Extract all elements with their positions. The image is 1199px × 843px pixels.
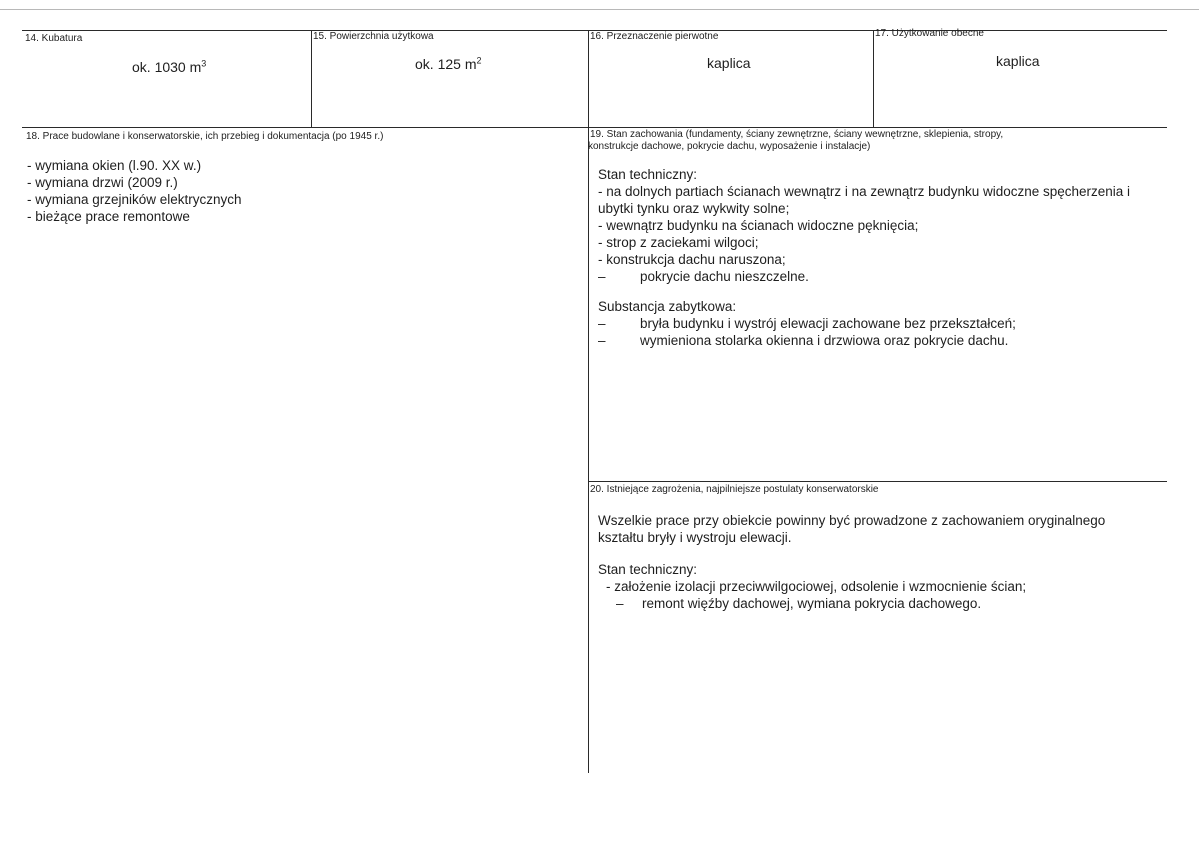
prace-list — [27, 157, 242, 225]
top-faint-rule — [0, 9, 1199, 10]
zagrozenia-paragraph — [598, 512, 1105, 546]
zagrozenia-para-line: Wszelkie prace przy obiekcie powinny być prowadzone z zachowaniem oryginalnego — [598, 513, 1106, 528]
stan-tech-heading: Stan techniczny: — [598, 167, 698, 182]
zagrozenia-para-line: kształtu bryły i wystroju elewacji. — [598, 530, 792, 545]
stan-tech-line: ubytki tynku oraz wykwity solne; — [598, 201, 790, 216]
uzytkowanie-value: kaplica — [996, 53, 1040, 69]
dash-mark: – — [598, 269, 606, 284]
substancja-heading: Substancja zabytkowa: — [598, 299, 737, 314]
dash-mark: – — [616, 596, 624, 611]
prace-item: - wymiana okien (l.90. XX w.) — [27, 158, 202, 173]
stan-techniczny-block — [598, 166, 1130, 285]
divider-16-17 — [873, 30, 874, 128]
prace-item: - wymiana grzejników elektrycznych — [27, 192, 242, 207]
zagrozenia-label: 20. Istniejące zagrożenia, najpilniejsze postulaty konserwatorskie — [590, 484, 879, 495]
substancja-item — [598, 315, 1016, 332]
zagrozenia-tech-heading: Stan techniczny: — [598, 562, 698, 577]
middle-row-border — [22, 127, 1167, 128]
stan-label-line1: 19. Stan zachowania (fundamenty, ściany zewnętrzne, ściany wewnętrzne, sklepienia, stropy, — [590, 129, 1004, 140]
kubatura-label: 14. Kubatura — [25, 33, 83, 44]
divider-15-16 — [588, 30, 589, 128]
zagrozenia-dash-item — [598, 595, 1026, 612]
section-20-border — [588, 481, 1167, 482]
substancja-item-text: bryła budynku i wystrój elewacji zachowane bez przekształceń; — [640, 316, 1016, 331]
uzytkowanie-label: 17. Użytkowanie obecne — [875, 28, 984, 39]
divider-18-19 — [588, 127, 589, 773]
przeznaczenie-value: kaplica — [707, 55, 751, 71]
powierzchnia-value: ok. 125 $m^2$ — [415, 55, 482, 72]
przeznaczenie-label: 16. Przeznaczenie pierwotne — [590, 31, 719, 42]
stan-tech-line: - konstrukcja dachu naruszona; — [598, 252, 786, 267]
stan-tech-line: - wewnątrz budynku na ścianach widoczne pęknięcia; — [598, 218, 919, 233]
dash-mark: – — [598, 333, 606, 348]
stan-tech-line: - strop z zaciekami wilgoci; — [598, 235, 759, 250]
zagrozenia-tech-line: - założenie izolacji przeciwwilgociowej, odsolenie i wzmocnienie ścian; — [606, 579, 1027, 594]
stan-tech-line: - na dolnych partiach ścianach wewnątrz i na zewnątrz budynku widoczne spęcherzenia i — [598, 184, 1131, 199]
substancja-item-text: wymieniona stolarka okienna i drzwiowa oraz pokrycie dachu. — [640, 333, 1009, 348]
divider-14-15 — [311, 30, 312, 128]
stan-label-line2: konstrukcje dachowe, pokrycie dachu, wyposażenie i instalacje) — [588, 141, 871, 152]
zagrozenia-dash-text: remont więźby dachowej, wymiana pokrycia dachowego. — [642, 596, 982, 611]
powierzchnia-label: 15. Powierzchnia użytkowa — [313, 31, 434, 42]
prace-label: 18. Prace budowlane i konserwatorskie, ich przebieg i dokumentacja (po 1945 r.) — [26, 131, 384, 142]
stan-tech-dash-item — [598, 268, 1130, 285]
dash-mark: – — [598, 316, 606, 331]
prace-item: - wymiana drzwi (2009 r.) — [27, 175, 178, 190]
stan-tech-dash-text: pokrycie dachu nieszczelne. — [640, 269, 809, 284]
kubatura-value: ok. 1030 $m^3$ — [132, 58, 207, 75]
substancja-item — [598, 332, 1016, 349]
substancja-block — [598, 298, 1016, 349]
zagrozenia-tech-block — [598, 561, 1026, 612]
prace-item: - bieżące prace remontowe — [27, 209, 190, 224]
